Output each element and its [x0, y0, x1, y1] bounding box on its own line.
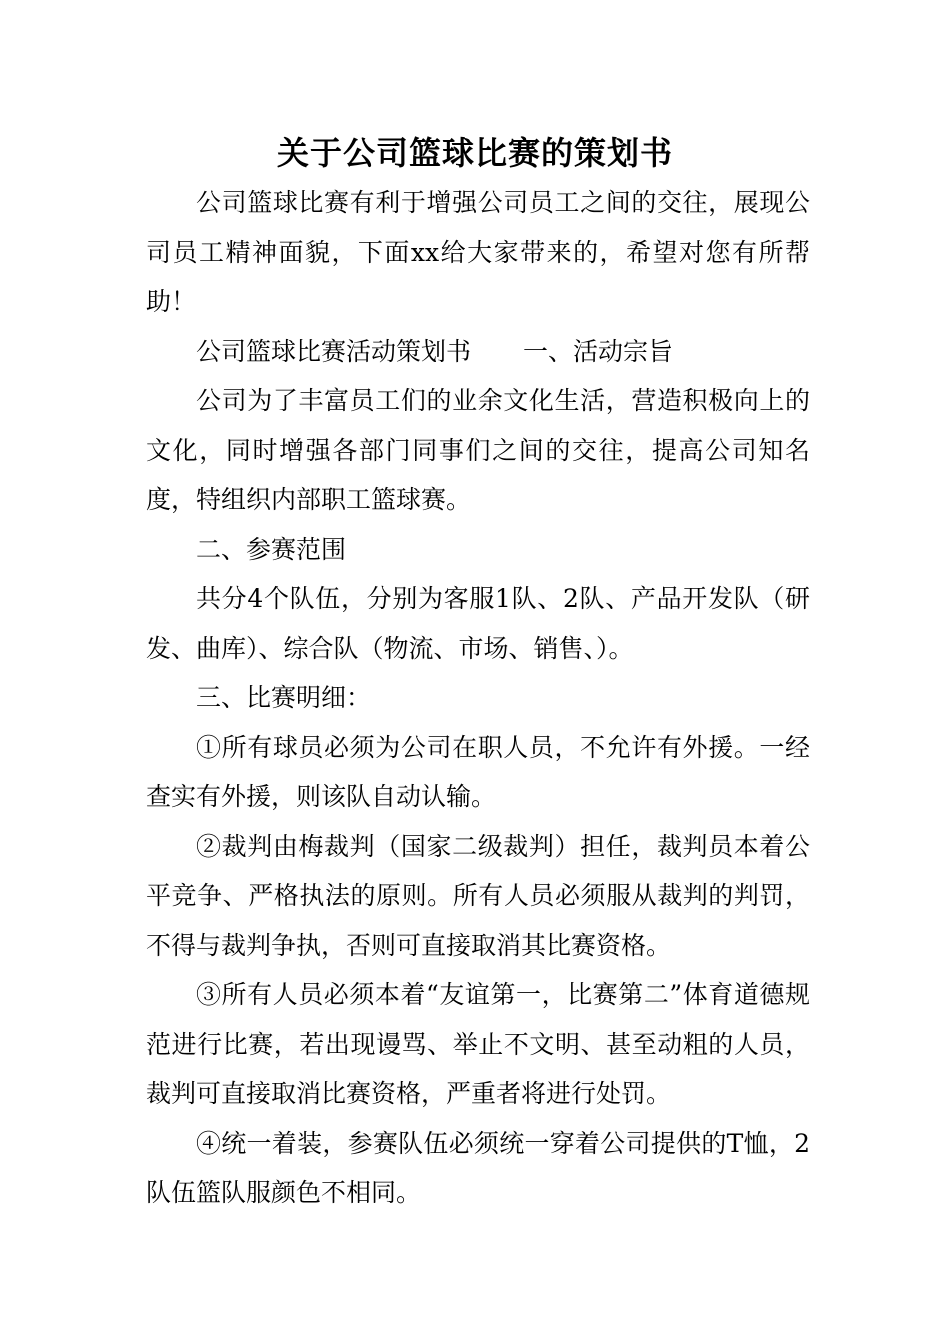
document-body [146, 178, 810, 1218]
rule-3-paragraph: ③所有人员必须本着“友谊第一，比赛第二”体育道德规范进行比赛，若出现谩骂、举止不文明、甚至动粗的人员，裁判可直接取消比赛资格，严重者将进行处罚。 [146, 980, 810, 1108]
document-title: 关于公司篮球比赛的策划书 [276, 134, 673, 172]
section2-heading: 二、参赛范围 [196, 534, 347, 564]
section3-heading: 三、比赛明细： [196, 683, 372, 712]
rule-4-paragraph: ④统一着装，参赛队伍必须统一穿着公司提供的T恤，2队伍篮队服颜色不相同。 [146, 1128, 810, 1207]
intro-paragraph: 公司篮球比赛有利于增强公司员工之间的交往，展现公司员工精神面貌，下面xx给大家带来的，希望对您有所帮助！ [146, 188, 810, 316]
section2-paragraph: 共分4个队伍，分别为客服1队、2队、产品开发队（研发、曲库）、综合队（物流、市场、销售、）。 [146, 584, 810, 663]
plan-heading-line [146, 327, 810, 377]
plan-heading: 公司篮球比赛活动策划书 [196, 336, 472, 366]
rule-1-paragraph: ①所有球员必须为公司在职人员，不允许有外援。一经查实有外援，则该队自动认输。 [146, 732, 810, 811]
rule-2-paragraph: ②裁判由梅裁判（国家二级裁判）担任，裁判员本着公平竞争、严格执法的原则。所有人员必须服从裁判的判罚，不得与裁判争执，否则可直接取消其比赛资格。 [146, 831, 810, 960]
section1-heading: 一、活动宗旨 [523, 336, 674, 366]
section1-paragraph: 公司为了丰富员工们的业余文化生活，营造积极向上的文化，同时增强各部门同事们之间的交往，提高公司知名度，特组织内部职工篮球赛。 [146, 386, 810, 514]
